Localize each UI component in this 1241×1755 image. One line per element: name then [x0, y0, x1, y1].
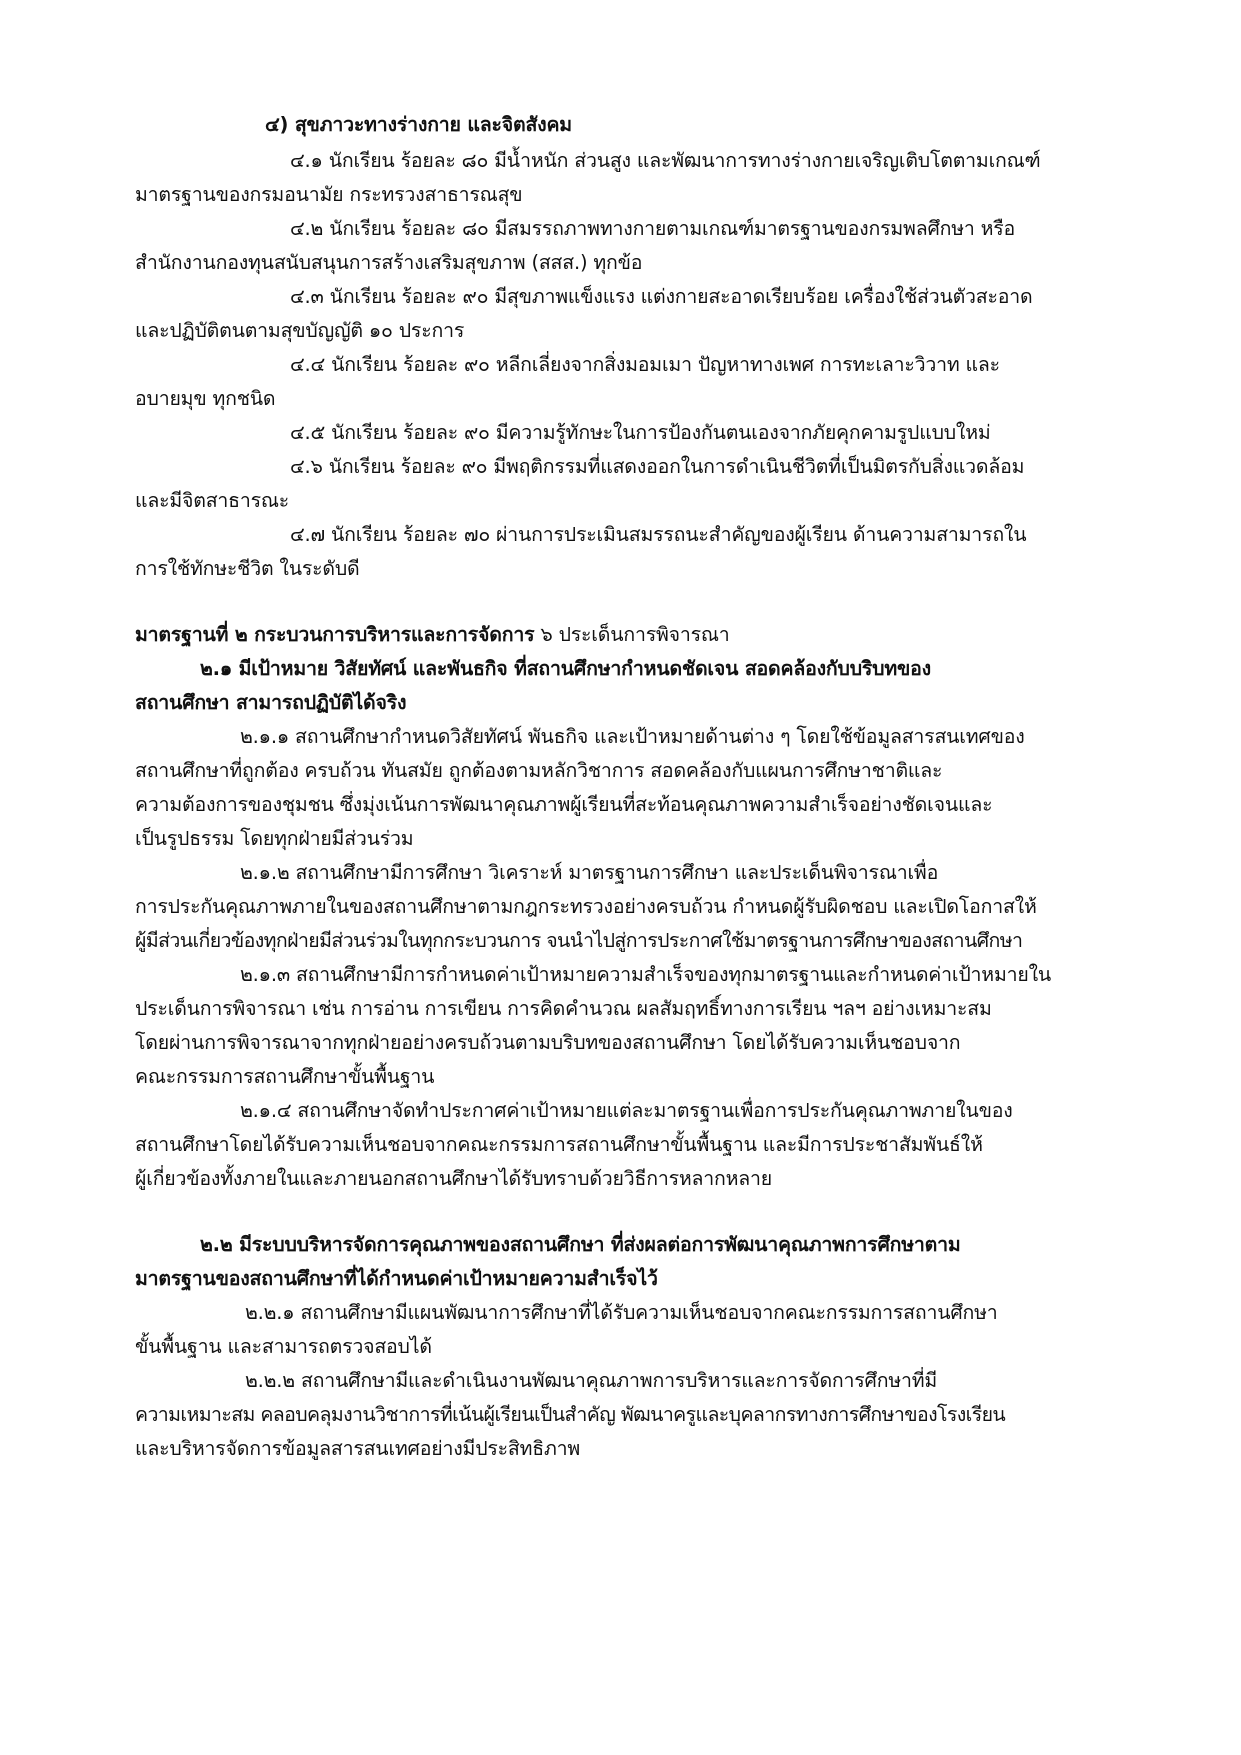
item-2-1-3-line-1: ๒.๑.๓ สถานศึกษามีการกำหนดค่าเป้าหมายความสำเร็จของทุกมาตรฐานและกำหนดค่าเป้าหมายใน — [240, 963, 1052, 986]
item-2-1-4-line-3: ผู้เกี่ยวข้องทั้งภายในและภายนอกสถานศึกษาได้รับทราบด้วยวิธีการหลากหลาย — [135, 1167, 772, 1190]
section-2-2-line-1: ๒.๒ มีระบบบริหารจัดการคุณภาพของสถานศึกษา ที่ส่งผลต่อการพัฒนาคุณภาพการศึกษาตาม — [200, 1233, 961, 1256]
section-2-1-line-2: สถานศึกษา สามารถปฏิบัติได้จริง — [135, 691, 407, 714]
item-4-5: ๔.๕ นักเรียน ร้อยละ ๙๐ มีความรู้ทักษะในการป้องกันตนเองจากภัยคุกคามรูปแบบใหม่ — [290, 421, 991, 444]
item-4-6-line-1: ๔.๖ นักเรียน ร้อยละ ๙๐ มีพฤติกรรมที่แสดงออกในการดำเนินชีวิตที่เป็นมิตรกับสิ่งแวดล้อม — [290, 455, 1025, 478]
heading-section-4: ๔) สุขภาวะทางร่างกาย และจิตสังคม — [265, 113, 572, 136]
item-2-2-2-line-2: ความเหมาะสม คลอบคลุมงานวิชาการที่เน้นผู้เรียนเป็นสำคัญ พัฒนาครูและบุคลากรทางการศึกษาของโรงเรียน — [135, 1403, 1006, 1426]
item-4-3-line-1: ๔.๓ นักเรียน ร้อยละ ๙๐ มีสุขภาพแข็งแรง แต่งกายสะอาดเรียบร้อย เครื่องใช้ส่วนตัวสะอาด — [290, 285, 1033, 308]
item-4-2-line-1: ๔.๒ นักเรียน ร้อยละ ๘๐ มีสมรรถภาพทางกายตามเกณฑ์มาตรฐานของกรมพลศึกษา หรือ — [290, 217, 1016, 240]
item-2-2-1-line-2: ขั้นพื้นฐาน และสามารถตรวจสอบได้ — [135, 1335, 432, 1358]
item-4-7-line-2: การใช้ทักษะชีวิต ในระดับดี — [135, 557, 360, 580]
standard-2-criteria-count: ๖ ประเด็นการพิจารณา — [534, 623, 730, 646]
item-2-1-2-line-1: ๒.๑.๒ สถานศึกษามีการศึกษา วิเคราะห์ มาตรฐานการศึกษา และประเด็นพิจารณาเพื่อ — [240, 861, 939, 884]
item-2-1-3-line-3: โดยผ่านการพิจารณาจากทุกฝ่ายอย่างครบถ้วนตามบริบทของสถานศึกษา โดยได้รับความเห็นชอบจาก — [135, 1031, 961, 1054]
item-2-2-1-line-1: ๒.๒.๑ สถานศึกษามีแผนพัฒนาการศึกษาที่ได้รับความเห็นชอบจากคณะกรรมการสถานศึกษา — [245, 1301, 998, 1324]
item-4-4-line-2: อบายมุข ทุกชนิด — [135, 387, 276, 410]
item-4-1-line-2: มาตรฐานของกรมอนามัย กระทรวงสาธารณสุข — [135, 183, 523, 206]
item-4-7-line-1: ๔.๗ นักเรียน ร้อยละ ๗๐ ผ่านการประเมินสมรรถนะสำคัญของผู้เรียน ด้านความสามารถใน — [290, 523, 1027, 546]
item-4-3-line-2: และปฏิบัติตนตามสุขบัญญัติ ๑๐ ประการ — [135, 319, 465, 342]
item-2-2-2-line-1: ๒.๒.๒ สถานศึกษามีและดำเนินงานพัฒนาคุณภาพการบริหารและการจัดการศึกษาที่มี — [245, 1369, 938, 1392]
item-4-1-line-1: ๔.๑ นักเรียน ร้อยละ ๘๐ มีน้ำหนัก ส่วนสูง และพัฒนาการทางร่างกายเจริญเติบโตตามเกณฑ์ — [290, 149, 1041, 172]
item-2-1-1-line-2: สถานศึกษาที่ถูกต้อง ครบถ้วน ทันสมัย ถูกต้องตามหลักวิชาการ สอดคล้องกับแผนการศึกษาชาติและ — [135, 759, 943, 782]
item-2-1-4-line-1: ๒.๑.๔ สถานศึกษาจัดทำประกาศค่าเป้าหมายแต่ละมาตรฐานเพื่อการประกันคุณภาพภายในของ — [240, 1099, 1013, 1122]
item-2-1-2-line-2: การประกันคุณภาพภายในของสถานศึกษาตามกฎกระทรวงอย่างครบถ้วน กำหนดผู้รับผิดชอบ และเปิดโอกาสให้ — [135, 895, 1037, 918]
item-2-1-3-line-4: คณะกรรมการสถานศึกษาขั้นพื้นฐาน — [135, 1065, 435, 1088]
standard-2-heading — [135, 620, 730, 650]
standard-2-title: มาตรฐานที่ ๒ กระบวนการบริหารและการจัดการ — [135, 623, 535, 646]
item-2-1-1-line-4: เป็นรูปธรรม โดยทุกฝ่ายมีส่วนร่วม — [135, 827, 414, 850]
item-2-1-1-line-1: ๒.๑.๑ สถานศึกษากำหนดวิสัยทัศน์ พันธกิจ และเป้าหมายด้านต่าง ๆ โดยใช้ข้อมูลสารสนเทศของ — [240, 725, 1025, 748]
section-2-2-line-2: มาตรฐานของสถานศึกษาที่ได้กำหนดค่าเป้าหมายความสำเร็จไว้ — [135, 1267, 658, 1290]
section-2-1-line-1: ๒.๑ มีเป้าหมาย วิสัยทัศน์ และพันธกิจ ที่สถานศึกษากำหนดชัดเจน สอดคล้องกับบริบทของ — [200, 657, 931, 680]
item-2-1-4-line-2: สถานศึกษาโดยได้รับความเห็นชอบจากคณะกรรมการสถานศึกษาขั้นพื้นฐาน และมีการประชาสัมพันธ์ให้ — [135, 1133, 983, 1156]
item-2-1-2-line-3: ผู้มีส่วนเกี่ยวข้องทุกฝ่ายมีส่วนร่วมในทุกกระบวนการ จนนำไปสู่การประกาศใช้มาตรฐานการศึกษาของสถานศึกษา — [135, 929, 1023, 952]
item-4-6-line-2: และมีจิตสาธารณะ — [135, 489, 290, 512]
item-2-2-2-line-3: และบริหารจัดการข้อมูลสารสนเทศอย่างมีประสิทธิภาพ — [135, 1437, 581, 1460]
item-2-1-3-line-2: ประเด็นการพิจารณา เช่น การอ่าน การเขียน การคิดคำนวณ ผลสัมฤทธิ์ทางการเรียน ฯลฯ อย่างเหมาะสม — [135, 997, 992, 1020]
item-4-2-line-2: สำนักงานกองทุนสนับสนุนการสร้างเสริมสุขภาพ (สสส.) ทุกข้อ — [135, 251, 643, 274]
item-2-1-1-line-3: ความต้องการของชุมชน ซึ่งมุ่งเน้นการพัฒนาคุณภาพผู้เรียนที่สะท้อนคุณภาพความสำเร็จอย่างชัดเจนและ — [135, 793, 993, 816]
item-4-4-line-1: ๔.๔ นักเรียน ร้อยละ ๙๐ หลีกเลี่ยงจากสิ่งมอมเมา ปัญหาทางเพศ การทะเลาะวิวาท และ — [290, 353, 1000, 376]
